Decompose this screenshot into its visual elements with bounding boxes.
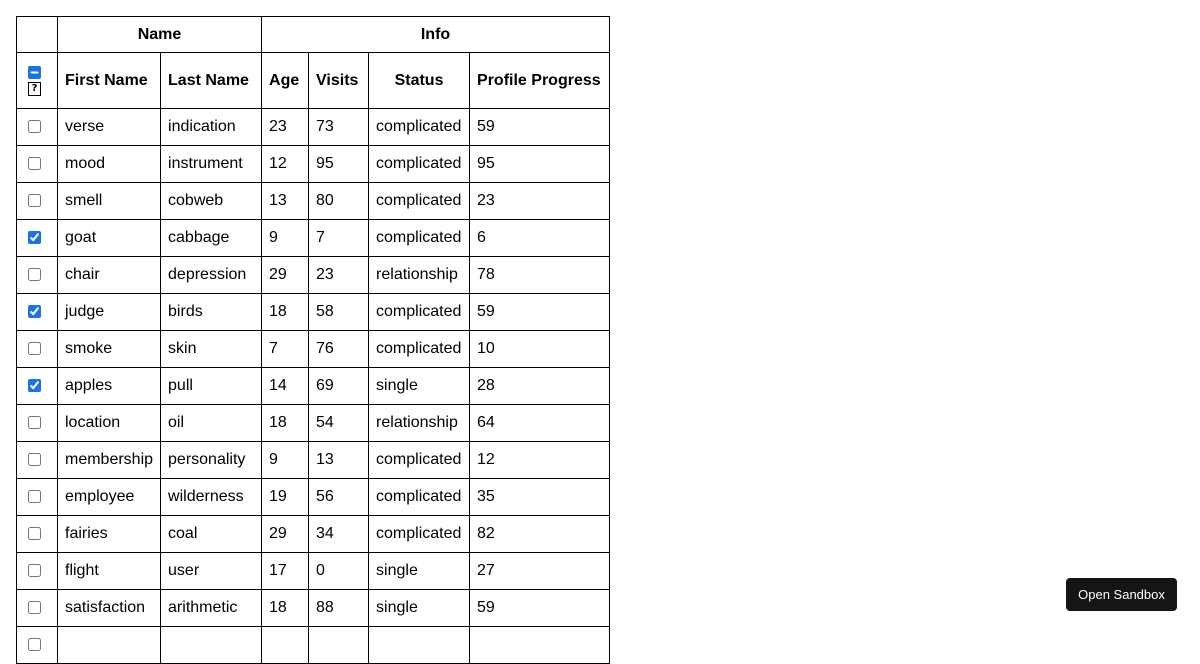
cell-status: complicated xyxy=(369,516,470,553)
cell-first-name: verse xyxy=(58,109,161,146)
cell-age: 18 xyxy=(262,294,309,331)
cell-first-name: fairies xyxy=(58,516,161,553)
select-all-checkbox[interactable] xyxy=(28,66,41,79)
row-select-checkbox[interactable] xyxy=(28,231,41,244)
cell-profile-progress: 27 xyxy=(470,553,610,590)
row-select-checkbox[interactable] xyxy=(28,379,41,392)
cell-profile-progress xyxy=(470,627,610,664)
cell-last-name: arithmetic xyxy=(161,590,262,627)
table-row[interactable] xyxy=(17,109,610,146)
row-select-checkbox[interactable] xyxy=(28,268,41,281)
row-select-checkbox[interactable] xyxy=(28,564,41,577)
cell-status: single xyxy=(369,553,470,590)
cell-age: 12 xyxy=(262,146,309,183)
table-header xyxy=(17,17,610,109)
cell-visits: 54 xyxy=(309,405,369,442)
table-row[interactable] xyxy=(17,257,610,294)
cell-last-name: cabbage xyxy=(161,220,262,257)
row-select-cell xyxy=(17,146,58,183)
row-select-cell xyxy=(17,368,58,405)
cell-visits: 0 xyxy=(309,553,369,590)
group-header-row xyxy=(17,17,610,53)
table-row[interactable] xyxy=(17,368,610,405)
cell-status: complicated xyxy=(369,183,470,220)
row-select-checkbox[interactable] xyxy=(28,527,41,540)
cell-last-name: skin xyxy=(161,331,262,368)
cell-age: 23 xyxy=(262,109,309,146)
cell-status: complicated xyxy=(369,442,470,479)
cell-status: complicated xyxy=(369,294,470,331)
cell-status: relationship xyxy=(369,257,470,294)
row-select-checkbox[interactable] xyxy=(28,157,41,170)
table-body xyxy=(17,109,610,664)
cell-last-name: instrument xyxy=(161,146,262,183)
cell-profile-progress: 59 xyxy=(470,294,610,331)
cell-first-name: smoke xyxy=(58,331,161,368)
column-header-visits[interactable]: Visits xyxy=(309,53,369,109)
row-select-cell xyxy=(17,294,58,331)
row-select-checkbox[interactable] xyxy=(28,120,41,133)
cell-status: complicated xyxy=(369,331,470,368)
cell-age: 9 xyxy=(262,442,309,479)
table-row[interactable] xyxy=(17,442,610,479)
column-header-status[interactable]: Status xyxy=(369,53,470,109)
cell-age: 29 xyxy=(262,257,309,294)
table-row[interactable] xyxy=(17,405,610,442)
row-select-cell xyxy=(17,183,58,220)
cell-last-name: coal xyxy=(161,516,262,553)
row-select-cell xyxy=(17,479,58,516)
cell-age: 29 xyxy=(262,516,309,553)
cell-status: complicated xyxy=(369,220,470,257)
cell-visits: 7 xyxy=(309,220,369,257)
cell-first-name: location xyxy=(58,405,161,442)
column-header-first-name[interactable]: First Name xyxy=(58,53,161,109)
cell-age: 18 xyxy=(262,590,309,627)
data-table-container xyxy=(16,16,610,664)
row-select-cell xyxy=(17,516,58,553)
cell-visits: 34 xyxy=(309,516,369,553)
cell-first-name: smell xyxy=(58,183,161,220)
cell-profile-progress: 64 xyxy=(470,405,610,442)
cell-age xyxy=(262,627,309,664)
cell-profile-progress: 35 xyxy=(470,479,610,516)
cell-age: 13 xyxy=(262,183,309,220)
table-row[interactable] xyxy=(17,183,610,220)
cell-visits: 76 xyxy=(309,331,369,368)
table-row[interactable] xyxy=(17,220,610,257)
cell-status: relationship xyxy=(369,405,470,442)
table-row[interactable] xyxy=(17,479,610,516)
cell-visits: 56 xyxy=(309,479,369,516)
row-select-cell xyxy=(17,590,58,627)
cell-profile-progress: 10 xyxy=(470,331,610,368)
row-select-checkbox[interactable] xyxy=(28,453,41,466)
info-group-header: Info xyxy=(262,17,610,53)
cell-first-name: judge xyxy=(58,294,161,331)
cell-profile-progress: 78 xyxy=(470,257,610,294)
column-header-age[interactable]: Age xyxy=(262,53,309,109)
cell-first-name: goat xyxy=(58,220,161,257)
cell-status: complicated xyxy=(369,479,470,516)
cell-profile-progress: 59 xyxy=(470,590,610,627)
cell-first-name xyxy=(58,627,161,664)
cell-age: 7 xyxy=(262,331,309,368)
cell-last-name: wilderness xyxy=(161,479,262,516)
table-row[interactable] xyxy=(17,146,610,183)
row-select-checkbox[interactable] xyxy=(28,638,41,651)
column-header-row xyxy=(17,53,610,109)
row-select-cell xyxy=(17,442,58,479)
cell-visits: 58 xyxy=(309,294,369,331)
cell-status: single xyxy=(369,368,470,405)
cell-first-name: employee xyxy=(58,479,161,516)
cell-visits: 69 xyxy=(309,368,369,405)
cell-profile-progress: 59 xyxy=(470,109,610,146)
name-group-header: Name xyxy=(58,17,262,53)
cell-age: 18 xyxy=(262,405,309,442)
table-row[interactable] xyxy=(17,294,610,331)
cell-status: complicated xyxy=(369,109,470,146)
row-select-checkbox[interactable] xyxy=(28,342,41,355)
row-select-cell xyxy=(17,109,58,146)
table-row[interactable] xyxy=(17,516,610,553)
cell-last-name: user xyxy=(161,553,262,590)
table-row[interactable] xyxy=(17,553,610,590)
cell-age: 14 xyxy=(262,368,309,405)
cell-profile-progress: 95 xyxy=(470,146,610,183)
cell-last-name: depression xyxy=(161,257,262,294)
cell-visits: 95 xyxy=(309,146,369,183)
help-icon[interactable]: ? xyxy=(28,82,41,96)
cell-last-name: indication xyxy=(161,109,262,146)
cell-first-name: flight xyxy=(58,553,161,590)
row-select-cell xyxy=(17,405,58,442)
select-group-header-cell xyxy=(17,17,58,53)
row-select-cell xyxy=(17,257,58,294)
cell-last-name: birds xyxy=(161,294,262,331)
cell-last-name: cobweb xyxy=(161,183,262,220)
cell-age: 17 xyxy=(262,553,309,590)
cell-status: single xyxy=(369,590,470,627)
row-select-checkbox[interactable] xyxy=(28,490,41,503)
table-row[interactable] xyxy=(17,331,610,368)
select-all-header-cell xyxy=(17,53,58,109)
cell-profile-progress: 28 xyxy=(470,368,610,405)
cell-last-name xyxy=(161,627,262,664)
cell-status: complicated xyxy=(369,146,470,183)
cell-first-name: membership xyxy=(58,442,161,479)
cell-first-name: mood xyxy=(58,146,161,183)
row-select-cell xyxy=(17,553,58,590)
open-sandbox-button[interactable]: Open Sandbox xyxy=(1066,578,1177,611)
cell-age: 19 xyxy=(262,479,309,516)
cell-profile-progress: 23 xyxy=(470,183,610,220)
cell-first-name: satisfaction xyxy=(58,590,161,627)
cell-visits: 23 xyxy=(309,257,369,294)
cell-visits: 73 xyxy=(309,109,369,146)
column-header-profile-progress[interactable]: Profile Progress xyxy=(470,53,610,109)
cell-first-name: chair xyxy=(58,257,161,294)
table-row[interactable] xyxy=(17,590,610,627)
column-header-last-name[interactable]: Last Name xyxy=(161,53,262,109)
row-select-cell xyxy=(17,331,58,368)
row-select-checkbox[interactable] xyxy=(28,305,41,318)
cell-last-name: oil xyxy=(161,405,262,442)
cell-profile-progress: 82 xyxy=(470,516,610,553)
cell-visits xyxy=(309,627,369,664)
cell-visits: 80 xyxy=(309,183,369,220)
cell-first-name: apples xyxy=(58,368,161,405)
cell-last-name: pull xyxy=(161,368,262,405)
cell-profile-progress: 12 xyxy=(470,442,610,479)
row-select-cell xyxy=(17,220,58,257)
cell-profile-progress: 6 xyxy=(470,220,610,257)
row-select-cell xyxy=(17,627,58,664)
cell-visits: 88 xyxy=(309,590,369,627)
row-select-checkbox[interactable] xyxy=(28,194,41,207)
table-row[interactable] xyxy=(17,627,610,664)
row-select-checkbox[interactable] xyxy=(28,601,41,614)
data-table xyxy=(16,16,610,664)
cell-age: 9 xyxy=(262,220,309,257)
cell-last-name: personality xyxy=(161,442,262,479)
cell-status xyxy=(369,627,470,664)
cell-visits: 13 xyxy=(309,442,369,479)
row-select-checkbox[interactable] xyxy=(28,416,41,429)
